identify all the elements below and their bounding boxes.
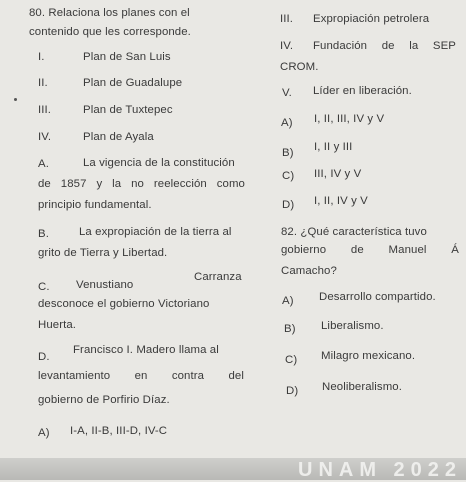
q82-option-b-letter: B) xyxy=(284,323,296,335)
word: como xyxy=(216,178,245,190)
word: la xyxy=(409,40,419,52)
q80-line2: contenido que les corresponde. xyxy=(29,26,191,38)
q81-option-a-text: I, II, III, IV y V xyxy=(314,113,385,125)
word: SEP xyxy=(432,40,456,52)
q81-option-d-letter: D) xyxy=(282,199,295,211)
q81-option-b-letter: B) xyxy=(282,147,294,159)
word: gobierno xyxy=(281,244,327,256)
word: contra xyxy=(171,370,205,382)
answer-a-text: I-A, II-B, III-D, IV-C xyxy=(70,425,168,437)
word: en xyxy=(134,370,148,382)
plan-4-roman: IV. xyxy=(38,131,52,143)
q81-option-c-letter: C) xyxy=(282,170,295,182)
item-iii-text: Expropiación petrolera xyxy=(313,13,430,25)
plan-3-name: Plan de Tuxtepec xyxy=(83,104,173,116)
word: Manuel xyxy=(388,244,427,256)
option-a-line2 xyxy=(38,177,245,191)
item-v-roman: V. xyxy=(282,87,292,99)
q82-option-c-letter: C) xyxy=(285,354,298,366)
item-v-text: Líder en liberación. xyxy=(313,85,412,97)
option-d-letter: D. xyxy=(38,351,50,363)
plan-1-name: Plan de San Luis xyxy=(83,51,171,63)
q82-option-a-text: Desarrollo compartido. xyxy=(319,291,436,303)
stray-mark xyxy=(14,98,17,101)
option-a-line3: principio fundamental. xyxy=(38,199,152,211)
option-c-word1: Venustiano xyxy=(76,279,134,291)
q82-line1: 82. ¿Qué característica tuvo xyxy=(281,226,427,238)
word: la xyxy=(112,178,122,190)
word: de xyxy=(350,244,364,256)
option-c-line2: desconoce el gobierno Victoriano xyxy=(38,298,210,310)
item-iv-line2: CROM. xyxy=(280,61,319,73)
q81-option-c-text: III, IV y V xyxy=(314,168,362,180)
option-d-line1: Francisco I. Madero llama al xyxy=(73,344,219,356)
plan-2-name: Plan de Guadalupe xyxy=(83,77,183,89)
option-d-line2 xyxy=(38,369,244,383)
option-c-letter: C. xyxy=(38,281,50,293)
q82-line3: Camacho? xyxy=(281,265,337,277)
q80-line1: 80. Relaciona los planes con el xyxy=(29,7,190,19)
word: reelección xyxy=(153,178,207,190)
option-a-line1: La vigencia de la constitución xyxy=(83,157,235,169)
word: del xyxy=(228,370,244,382)
q82-option-a-letter: A) xyxy=(282,295,294,307)
q82-option-b-text: Liberalismo. xyxy=(321,320,384,332)
word: de xyxy=(38,178,51,190)
plan-4-name: Plan de Ayala xyxy=(83,131,154,143)
q82-line2 xyxy=(281,243,459,257)
option-a-letter: A. xyxy=(38,158,49,170)
option-c-word2: Carranza xyxy=(194,271,242,283)
item-iii-roman: III. xyxy=(280,13,294,25)
word: y xyxy=(96,178,103,190)
option-d-line3: gobierno de Porfirio Díaz. xyxy=(38,394,170,406)
word: de xyxy=(381,40,395,52)
word: no xyxy=(131,178,144,190)
word: levantamiento xyxy=(38,370,111,382)
q81-option-b-text: I, II y III xyxy=(314,141,353,153)
option-b-line1: La expropiación de la tierra al xyxy=(79,226,232,238)
unam-watermark: UNAM 2022 xyxy=(298,459,463,481)
q82-option-d-letter: D) xyxy=(286,385,299,397)
option-b-line2: grito de Tierra y Libertad. xyxy=(38,247,168,259)
plan-2-roman: II. xyxy=(38,77,48,89)
item-iv-roman: IV. xyxy=(280,40,294,52)
q82-option-d-text: Neoliberalismo. xyxy=(322,381,402,393)
answer-a-letter: A) xyxy=(38,427,50,439)
word: Fundación xyxy=(313,40,368,52)
option-b-letter: B. xyxy=(38,228,49,240)
q81-option-a-letter: A) xyxy=(281,117,293,129)
q81-option-d-text: I, II, IV y V xyxy=(314,195,368,207)
plan-3-roman: III. xyxy=(38,104,52,116)
option-c-line3: Huerta. xyxy=(38,319,77,331)
plan-1-roman: I. xyxy=(38,51,45,63)
word: 1857 xyxy=(60,178,87,190)
item-iv-line1 xyxy=(313,39,456,53)
q82-option-c-text: Milagro mexicano. xyxy=(321,350,416,362)
word: Á xyxy=(451,244,459,256)
